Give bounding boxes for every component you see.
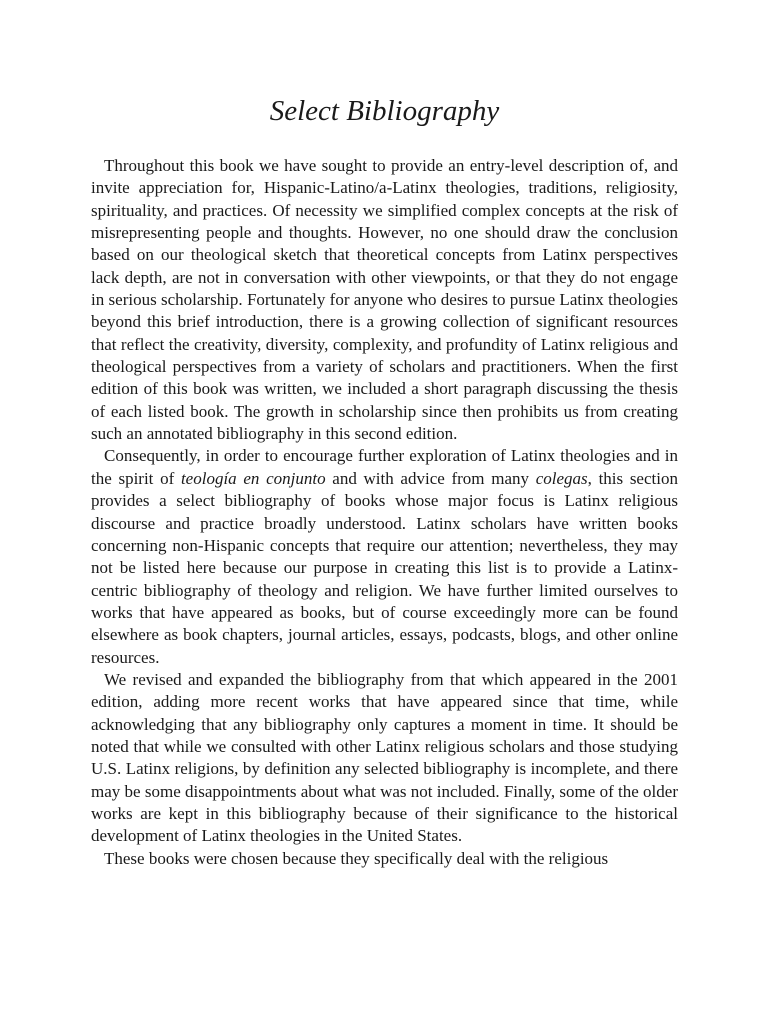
paragraph-2-text-b: and with advice from many — [325, 468, 536, 488]
paragraph-4 — [91, 848, 678, 870]
paragraph-3 — [91, 669, 678, 848]
paragraph-3-text: We revised and expanded the bibliography from that which appeared in the 2001 edition, adding more recent works that have appeared since that time, while acknowledging that any bibliography only captures a moment in time. It should be noted that while we consulted with other Latinx religious scholars and those studying U.S. Latinx religions, by definition any selected bibliography is incomplete, and there may be some disappointments about what was not included. Finally, some of the older works are kept in this bibliography because of their significance to the historical development of Latinx theologies in the United States. — [91, 669, 678, 846]
paragraph-1-text: Throughout this book we have sought to provide an entry-level description of, and invite appreciation for, Hispanic-Latino/a-Latinx theologies, traditions, religiosity, spirituality, and practices. Of necessity we simplified complex concepts at the risk of misrepresenting people and thoughts. However, no one should draw the conclusion based on our theological sketch that theoretical concepts from Latinx perspectives lack depth, are not in conversation with other viewpoints, or that they do not engage in serious scholarship. Fortunately for anyone who desires to pursue Latinx theologies beyond this brief introduction, there is a growing collection of significant resources that reflect the creativity, diversity, complexity, and profundity of Latinx religious and theological perspectives from a variety of scholars and practitioners. When the first edition of this book was written, we included a short paragraph discussing the thesis of each listed book. The growth in scholarship since then prohibits us from creating such an annotated bibliography in this second edition. — [91, 156, 678, 444]
page — [91, 0, 678, 870]
paragraph-2-text-c: , this section provides a select bibliography of books whose major focus is Latinx religious discourse and practice broadly understood. Latinx scholars have written books concerning non-Hispanic concepts that require our attention; nevertheless, they may not be listed here because our purpose in creating this list is to provide a Latinx-centric bibliography of theology and religion. We have further limited ourselves to works that have appeared as books, but of course exceedingly more can be found elsewhere as book chapters, journal articles, essays, podcasts, blogs, and other online resources. — [91, 468, 678, 667]
paragraph-2-text-a: Consequently, in order to encourage further exploration of Latinx theologies and in the spirit of — [91, 446, 678, 488]
paragraph-2-italic-colegas: colegas — [535, 468, 588, 488]
paragraph-2-italic-teologia: teología en conjunto — [180, 468, 326, 488]
body-text — [91, 155, 678, 870]
paragraph-4-text: These books were chosen because they specifically deal with the religious — [104, 848, 609, 868]
paragraph-2 — [91, 445, 678, 668]
page-title: Select Bibliography — [269, 95, 500, 127]
paragraph-1 — [91, 155, 678, 445]
